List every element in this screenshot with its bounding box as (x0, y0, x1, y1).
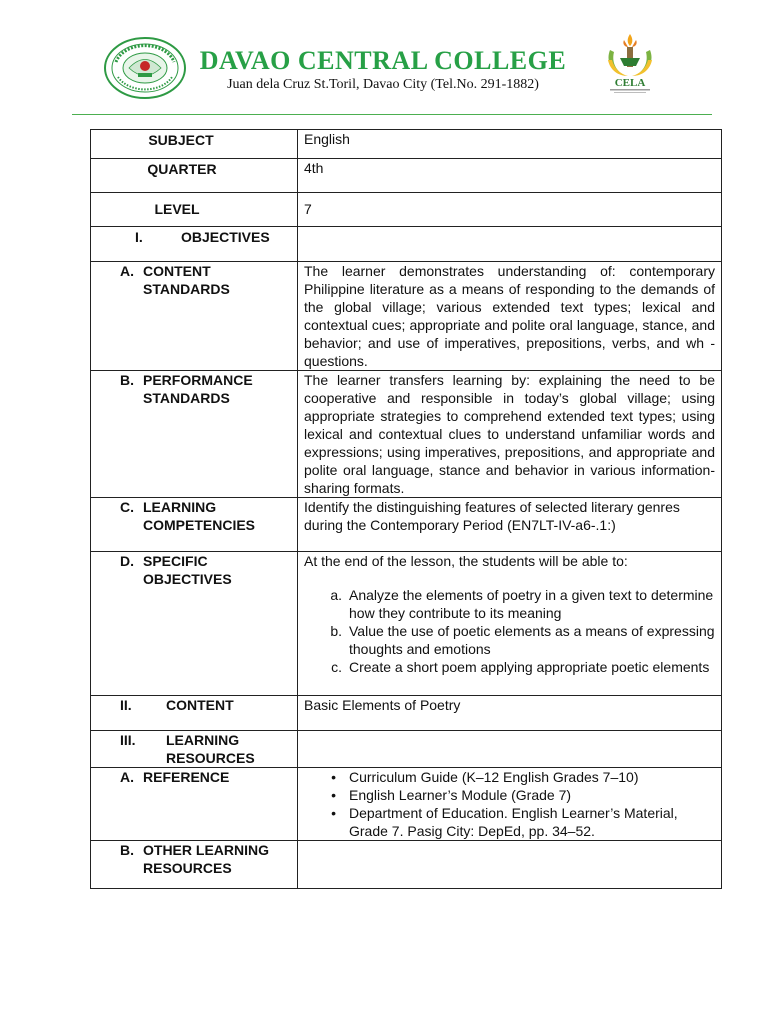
other-resources-label: OTHER LEARNING RESOURCES (143, 842, 269, 876)
competencies-value: Identify the distinguishing features of selected literary genres during the Contemporary Period (EN7LT-IV-a6-.1:) (298, 498, 722, 552)
content-label: CONTENT (166, 697, 234, 713)
objectives-label: OBJECTIVES (181, 229, 270, 245)
subject-row (91, 130, 722, 159)
performance-standards-letter: B. (120, 372, 134, 388)
other-resources-row (91, 841, 722, 889)
list-item: c. Create a short poem applying appropriate poetic elements (331, 659, 710, 675)
subject-label: SUBJECT (148, 132, 214, 148)
reference-letter: A. (120, 769, 134, 785)
content-number: II. (120, 697, 132, 713)
specific-objectives-label: SPECIFIC OBJECTIVES (143, 553, 232, 587)
cela-logo-text: CELA (614, 77, 646, 89)
reference-label: REFERENCE (143, 769, 230, 785)
level-label: LEVEL (154, 201, 200, 217)
specific-objectives-row (91, 552, 722, 696)
header-divider (72, 114, 712, 115)
document-header (0, 0, 768, 120)
specific-objectives-intro: At the end of the lesson, the students will be able to: (304, 553, 628, 569)
quarter-row (91, 159, 722, 193)
quarter-value: 4th (298, 159, 722, 193)
competencies-letter: C. (120, 499, 134, 515)
performance-standards-label: PERFORMANCE STANDARDS (143, 372, 253, 406)
performance-standards-value: The learner transfers learning by: explaining the need to be cooperative and responsible in today’s global village; using appropriate strategies to comprehend extended text types; using lexical and contextual clues to understand unfamiliar words and expressions; using imperatives, prepositions, and appropriate and polite oral language, stance and behavior in various information-sharing formats. (298, 371, 722, 498)
college-name: DAVAO CENTRAL COLLEGE (199, 46, 567, 75)
learning-resources-row (91, 731, 722, 768)
performance-standards-row (91, 371, 722, 498)
list-item: • Curriculum Guide (K–12 English Grades 7–10) (331, 769, 639, 785)
content-standards-row (91, 262, 722, 371)
specific-objectives-list (304, 586, 715, 676)
resources-number: III. (120, 732, 136, 748)
reference-row (91, 768, 722, 841)
level-row (91, 193, 722, 227)
lesson-plan-table (90, 129, 722, 889)
list-item: • Department of Education. English Learner’s Material, Grade 7. Pasig City: DepEd, pp. 34–52. (331, 805, 678, 839)
cela-logo (598, 30, 662, 96)
content-row (91, 696, 722, 731)
objectives-row (91, 227, 722, 262)
reference-list (304, 768, 715, 840)
list-item: • English Learner’s Module (Grade 7) (331, 787, 572, 803)
level-value: 7 (298, 193, 722, 227)
learning-competencies-row (91, 498, 722, 552)
other-resources-letter: B. (120, 842, 134, 858)
list-item: b. Value the use of poetic elements as a means of expressing thoughts and emotions (330, 623, 715, 657)
college-seal-logo (104, 37, 186, 99)
objectives-number: I. (135, 229, 143, 245)
competencies-label: LEARNING COMPETENCIES (143, 499, 256, 533)
content-standards-letter: A. (120, 263, 134, 279)
subject-value: English (298, 130, 722, 159)
college-address: Juan dela Cruz St.Toril, Davao City (Tel.No. 291-1882) (227, 77, 539, 92)
content-standards-label: CONTENT STANDARDS (143, 263, 230, 297)
resources-label: LEARNING RESOURCES (166, 732, 255, 766)
quarter-label: QUARTER (147, 161, 217, 177)
content-value: Basic Elements of Poetry (298, 696, 722, 731)
specific-objectives-letter: D. (120, 553, 134, 569)
content-standards-value: The learner demonstrates understanding of: contemporary Philippine literature as a means of responding to the demands of the global village; various extended text types; lexical and contextual cues; appropriate and polite oral language, stance, and behavior; and use of imperatives, prepositions, verbs, and wh -questions. (298, 262, 722, 371)
list-item: a. Analyze the elements of poetry in a given text to determine how they contribute to its meaning (330, 587, 714, 621)
